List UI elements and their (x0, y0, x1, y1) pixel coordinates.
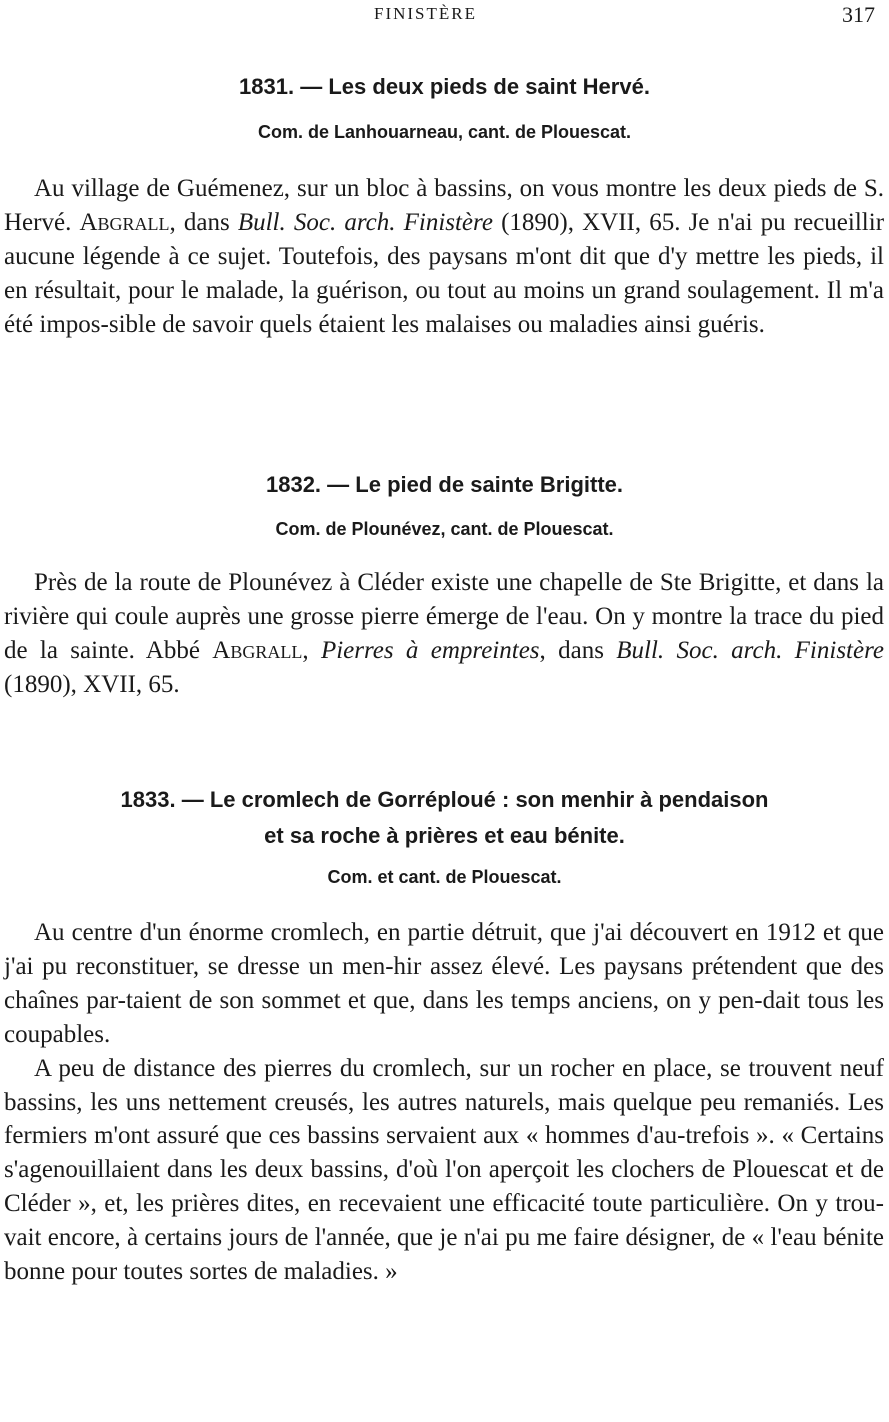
page-number: 317 (842, 2, 875, 27)
text-run: , dans (169, 208, 230, 236)
entry-1833-heading (0, 782, 889, 854)
entry-title: Les deux pieds de saint Hervé. (328, 74, 650, 99)
entry-dash: — (300, 74, 323, 99)
entry-dash: — (327, 472, 350, 497)
entry-1832-heading (0, 472, 889, 498)
text-run: , dans (539, 636, 604, 664)
entry-1833-location: Com. et cant. de Plouescat. (327, 867, 562, 887)
running-head (0, 2, 889, 28)
journal-title: Bull. Soc. arch. Finistère (616, 636, 884, 664)
entry-title-line-1: Le cromlech de Gorréploué : son menhir à pendaison (209, 787, 769, 812)
paragraph: Au centre d'un énorme cromlech, en partie détruit, que j'ai découvert en 1912 et que j'ai pu reconstituer, se dresse un men-hir assez élevé. Les paysans prétendent que des chaînes par-taient de son sommet et que, dans les temps anciens, on y pen-dait tous les coupables. (4, 919, 884, 1048)
entry-1831-location: Com. de Lanhouarneau, cant. de Plouescat. (257, 122, 632, 142)
entry-1832-location: Com. de Plounévez, cant. de Plouescat. (275, 519, 614, 539)
text-run: (1890), XVII, 65. Je n'ai pu recueillir aucune légende à ce sujet. Toutefois, des paysans m'ont dit que d'y mettre les pieds, il en résultait, pour le malade, la guérison, ou tout au moins un grand soulagement. Il m'a été impos-sible de savoir quels étaient les malaises ou maladies ainsi guéris. (4, 208, 885, 338)
entry-title: Le pied de sainte Brigitte. (355, 472, 624, 497)
entry-number: 1831. (239, 74, 295, 99)
running-title: FINISTÈRE (374, 4, 477, 23)
entry-heading-line-1 (0, 782, 889, 818)
text-run: Au village de Guémenez, sur un bloc à bassins, on vous montre les deux pieds de S. Hervé. (4, 175, 884, 236)
paragraph: A peu de distance des pierres du cromlech, sur un rocher en place, se trouvent neuf bassins, les uns nettement creusés, les autres naturels, mais quelque peu remaniés. Les fermiers m'ont assuré que ces bassins servaient aux « hommes d'au-trefois ». « Certains s'agenouillaient dans les deux bassins, d'où l'on aperçoit les clochers de Plouescat et de Cléder », et, les prières dites, en recevaient une efficacité toute particulière. On y trou-vait encore, à certains jours de l'année, que je n'ai pu me faire désigner, de « l'eau bénite bonne pour toutes sortes de maladies. » (4, 1054, 884, 1286)
text-run: , (302, 636, 309, 664)
author-name: Abgrall (79, 208, 170, 236)
entry-title-line-2: et sa roche à prières et eau bénite. (264, 823, 625, 848)
entry-1831-text (4, 172, 884, 342)
entry-1831-heading (0, 74, 889, 100)
entry-number: 1832. (265, 472, 322, 497)
text-run: (1890), XVII, 65. (4, 670, 180, 698)
text-run: Près de la route de Plounévez à Cléder existe une chapelle de Ste Brigitte, et dans la rivière qui coule auprès une grosse pierre émerge de l'eau. On y montre la trace du pied de la sainte. Abbé (4, 569, 884, 664)
entry-1833-text (4, 916, 884, 1289)
journal-title: Bull. Soc. arch. Finistère (237, 208, 493, 236)
entry-1832-text (4, 566, 884, 702)
work-title: Pierres à empreintes (320, 636, 540, 664)
entry-dash: — (181, 787, 204, 812)
entry-number: 1833. (120, 787, 176, 812)
author-name: Abgrall (212, 636, 303, 664)
